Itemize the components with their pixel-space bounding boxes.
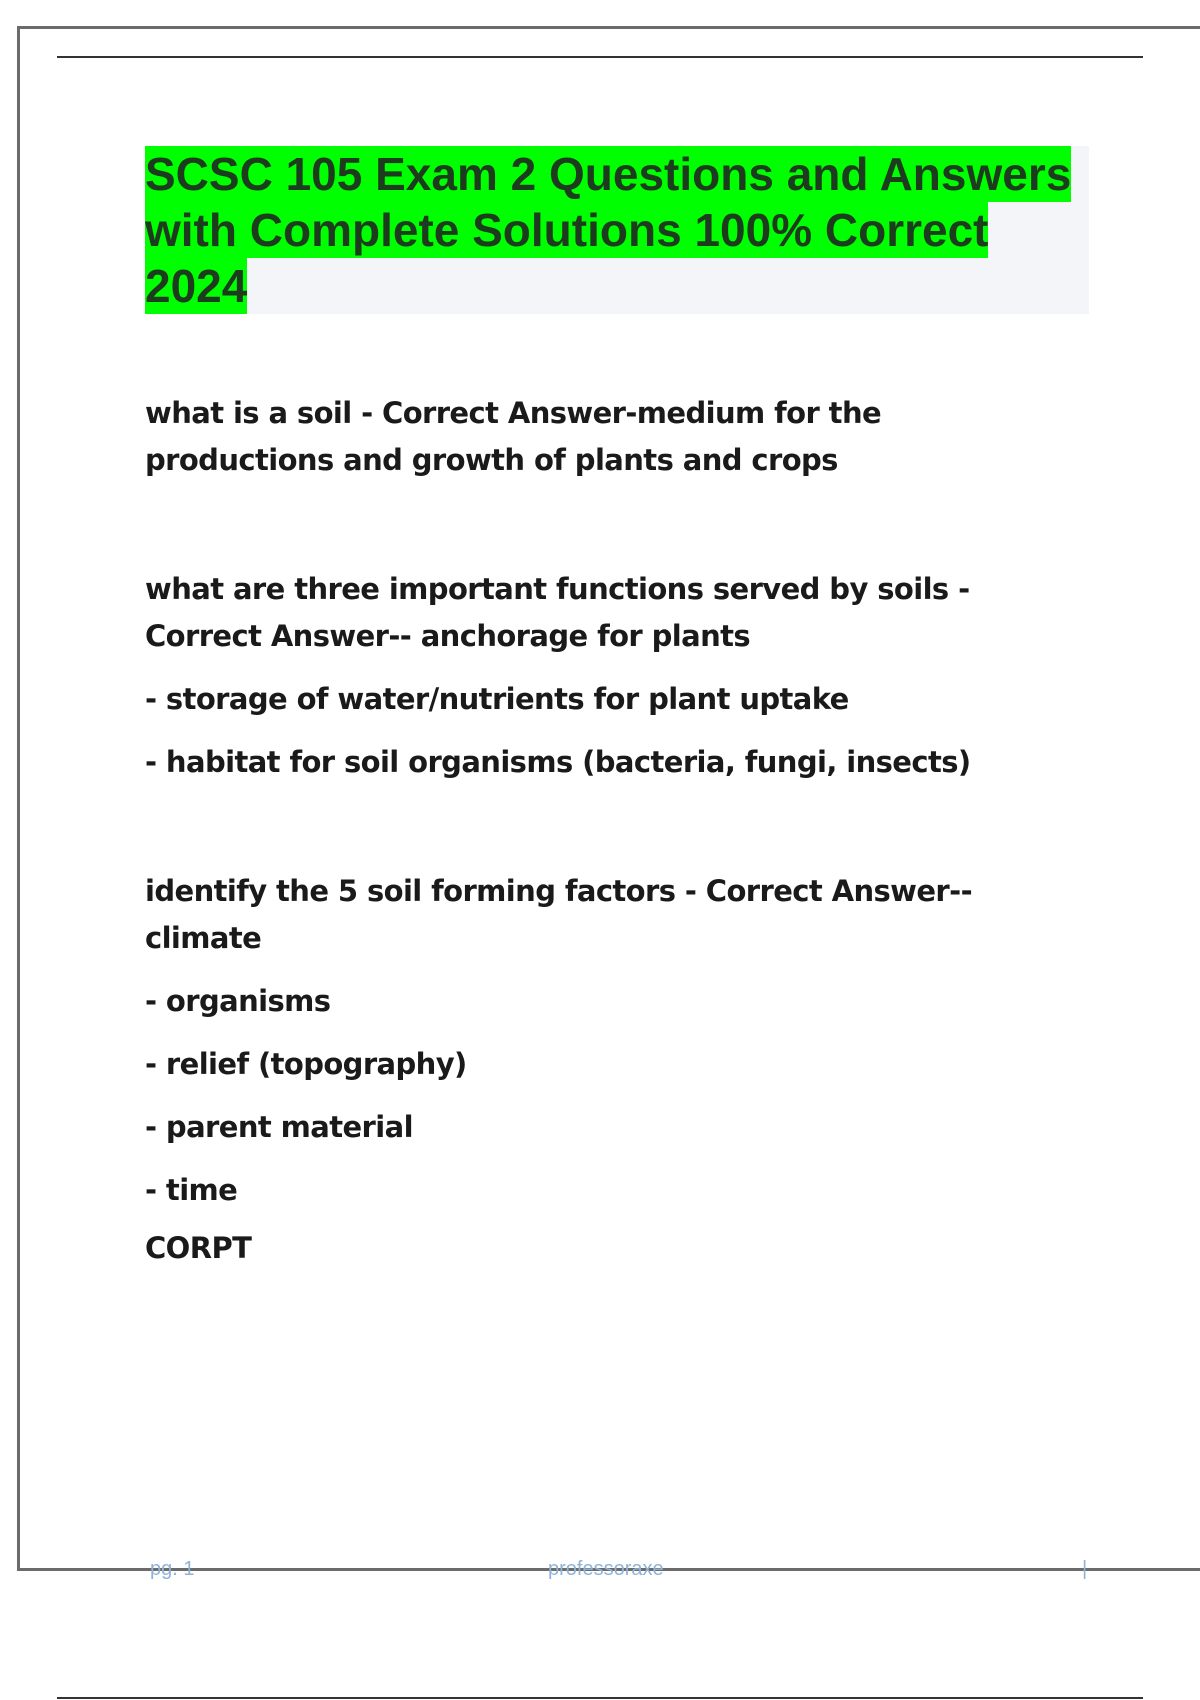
answer-line: - time xyxy=(145,1173,238,1207)
footer-author: professoraxe xyxy=(548,1558,664,1580)
document-body xyxy=(145,390,1075,1272)
answer-line: - relief (topography) xyxy=(145,1047,467,1081)
footer-separator: | xyxy=(1082,1558,1088,1580)
answer-line: - organisms xyxy=(145,984,331,1018)
qa-text: identify the 5 soil forming factors - Correct Answer-- climate xyxy=(145,874,973,955)
page-footer xyxy=(0,1558,1200,1586)
answer-line: CORPT xyxy=(145,1231,252,1265)
qa-item-3 xyxy=(145,868,1075,1272)
page-number: pg. 1 xyxy=(150,1558,195,1580)
answer-line: - habitat for soil organisms (bacteria, fungi, insects) xyxy=(145,745,971,779)
title-block xyxy=(145,146,1089,314)
document-title-text: SCSC 105 Exam 2 Questions and Answers with Complete Solutions 100% Correct 2024 xyxy=(145,148,1072,312)
footer-rule xyxy=(57,1697,1143,1699)
answer-line: - storage of water/nutrients for plant uptake xyxy=(145,682,849,716)
qa-item-2 xyxy=(145,566,1075,786)
qa-item-1 xyxy=(145,390,1075,484)
qa-text: what are three important functions served by soils - Correct Answer-- anchorage for plants xyxy=(145,572,970,653)
answer-line: - parent material xyxy=(145,1110,413,1144)
document-title xyxy=(145,146,1089,314)
header-rule xyxy=(57,56,1143,58)
qa-text: what is a soil - Correct Answer-medium for the productions and growth of plants and crops xyxy=(145,396,882,477)
